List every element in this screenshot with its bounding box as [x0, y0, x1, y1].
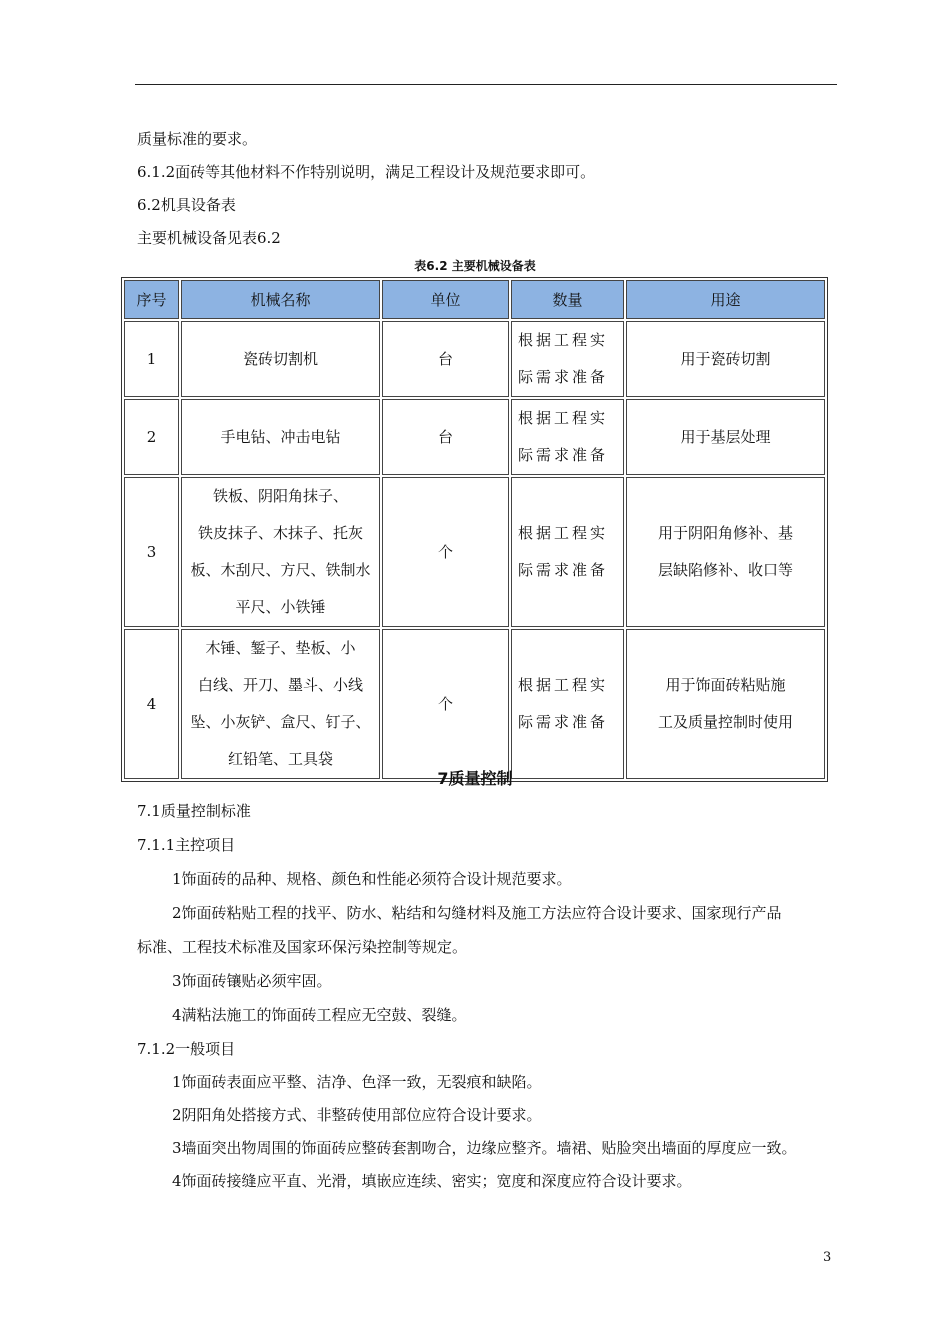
- cell-no: 3: [124, 477, 179, 627]
- paragraph: 7.1质量控制标准: [137, 802, 251, 820]
- cell-qty: 根据工程实 际需求准备: [511, 321, 624, 397]
- paragraph: 7.1.1主控项目: [137, 836, 236, 854]
- cell-name: 瓷砖切割机: [181, 321, 380, 397]
- header-cell-unit: 单位: [382, 280, 509, 319]
- section-heading: 7质量控制: [437, 769, 513, 788]
- paragraph: 4满粘法施工的饰面砖工程应无空鼓、裂缝。: [172, 1006, 467, 1024]
- header-cell-no: 序号: [124, 280, 179, 319]
- cell-qty: 根据工程实 际需求准备: [511, 399, 624, 475]
- header-cell-use: 用途: [626, 280, 825, 319]
- paragraph: 7.1.2一般项目: [137, 1040, 236, 1058]
- paragraph: 主要机械设备见表6.2: [137, 229, 281, 247]
- paragraph: 2饰面砖粘贴工程的找平、防水、粘结和勾缝材料及施工方法应符合设计要求、国家现行产品: [172, 904, 782, 922]
- cell-use: 用于基层处理: [626, 399, 825, 475]
- paragraph: 3墙面突出物周围的饰面砖应整砖套割吻合，边缘应整齐。墙裙、贴脸突出墙面的厚度应一致。: [172, 1139, 797, 1157]
- cell-no: 4: [124, 629, 179, 779]
- subsection-heading: 6.2机具设备表: [137, 196, 236, 214]
- cell-use: 用于阴阳角修补、基 层缺陷修补、收口等: [626, 477, 825, 627]
- page-number: 3: [823, 1250, 832, 1265]
- cell-use: 用于饰面砖粘贴施 工及质量控制时使用: [626, 629, 825, 779]
- cell-name: 铁板、阴阳角抹子、 铁皮抹子、木抹子、托灰 板、木刮尺、方尺、铁制水 平尺、小铁锤: [181, 477, 380, 627]
- table-header-row: [124, 280, 825, 319]
- cell-name: 木锤、錾子、垫板、小 白线、开刀、墨斗、小线 坠、小灰铲、盒尺、钉子、 红铅笔、工具袋: [181, 629, 380, 779]
- paragraph: 4饰面砖接缝应平直、光滑，填嵌应连续、密实；宽度和深度应符合设计要求。: [172, 1172, 692, 1190]
- table-row: [124, 477, 825, 627]
- paragraph: 3饰面砖镶贴必须牢固。: [172, 972, 332, 990]
- header-cell-qty: 数量: [511, 280, 624, 319]
- header-rule: [135, 84, 837, 85]
- paragraph: 2阴阳角处搭接方式、非整砖使用部位应符合设计要求。: [172, 1106, 542, 1124]
- paragraph: 6.1.2面砖等其他材料不作特别说明，满足工程设计及规范要求即可。: [137, 163, 596, 181]
- cell-name: 手电钻、冲击电钻: [181, 399, 380, 475]
- cell-qty: 根据工程实 际需求准备: [511, 629, 624, 779]
- equipment-table: [121, 277, 828, 782]
- paragraph: 质量标准的要求。: [137, 130, 258, 148]
- paragraph: 标准、工程技术标准及国家环保污染控制等规定。: [137, 938, 468, 956]
- table-row: [124, 399, 825, 475]
- cell-unit: 个: [382, 629, 509, 779]
- paragraph: 1饰面砖的品种、规格、颜色和性能必须符合设计规范要求。: [172, 870, 572, 888]
- table-row: [124, 321, 825, 397]
- table-row: [124, 629, 825, 779]
- cell-unit: 台: [382, 399, 509, 475]
- cell-qty: 根据工程实 际需求准备: [511, 477, 624, 627]
- cell-unit: 个: [382, 477, 509, 627]
- cell-no: 2: [124, 399, 179, 475]
- cell-unit: 台: [382, 321, 509, 397]
- cell-no: 1: [124, 321, 179, 397]
- table-caption: 表6.2 主要机械设备表: [414, 259, 536, 273]
- paragraph: 1饰面砖表面应平整、洁净、色泽一致，无裂痕和缺陷。: [172, 1073, 542, 1091]
- header-cell-name: 机械名称: [181, 280, 380, 319]
- cell-use: 用于瓷砖切割: [626, 321, 825, 397]
